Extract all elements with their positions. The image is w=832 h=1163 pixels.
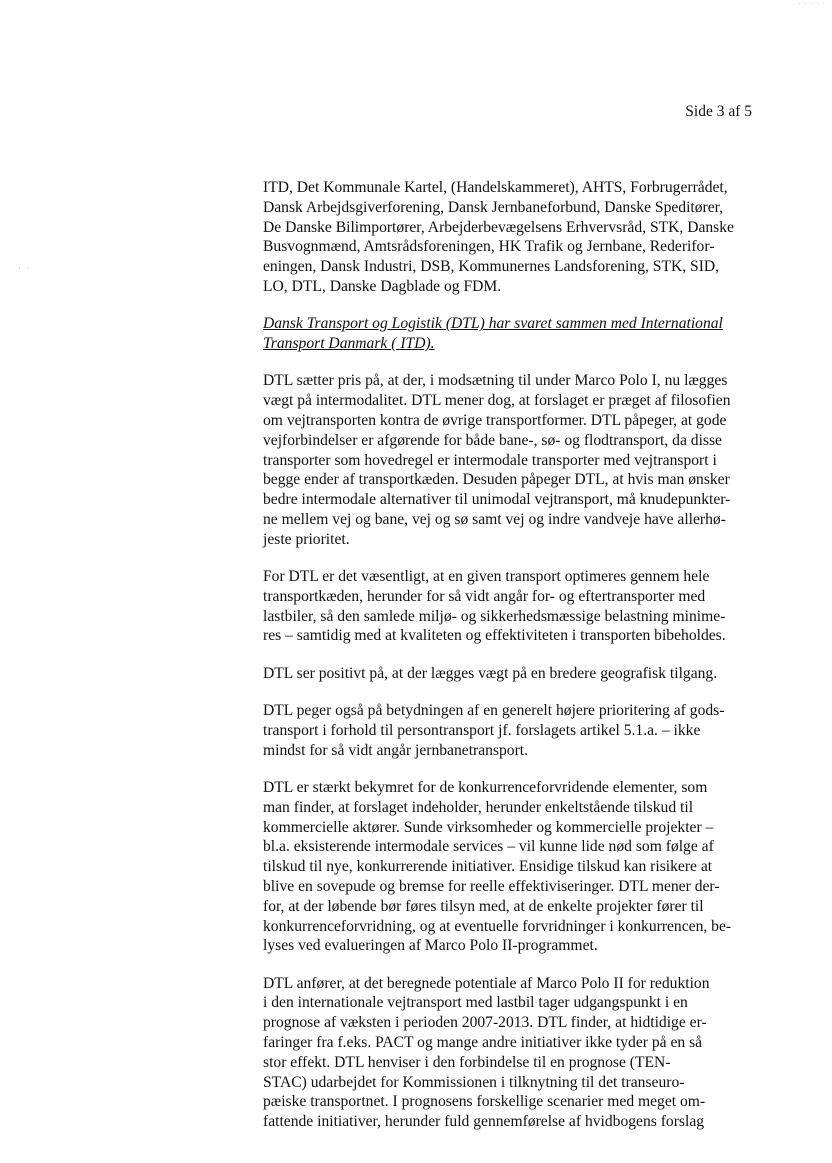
text-line: i den internationale vejtransport med lastbil tager udgangspunkt i en [263, 994, 688, 1012]
text-line: faringer fra f.eks. PACT og mange andre initiativer ikke tyder på en så [263, 1033, 703, 1051]
text-line: bl.a. eksisterende intermodale services – vil kunne lide nød som følge af [263, 838, 714, 856]
text-line: pæiske transportnet. I prognosens forskellige scenarier med meget om- [263, 1093, 706, 1111]
text-line: res – samtidig med at kvaliteten og effektiviteten i transporten bibeholdes. [263, 627, 726, 645]
text-line: man finder, at forslaget indeholder, herunder enkeltstående tilskud til [263, 798, 694, 816]
text-line: lyses ved evalueringen af Marco Polo II-programmet. [263, 937, 598, 955]
heading-line: Transport Danmark ( ITD). [263, 335, 435, 353]
text-line: tilskud til nye, konkurrerende initiativer. Ensidige tilskud kan risikere at [263, 858, 713, 876]
text-line: DTL ser positivt på, at der lægges vægt på en bredere geografisk tilgang. [263, 664, 718, 682]
text-line: Dansk Arbejdsgiverforening, Dansk Jernbaneforbund, Danske Speditører, [263, 198, 724, 216]
text-line: om vejtransporten kontra de øvrige transportformer. DTL påpeger, at gode [263, 411, 727, 429]
paragraph-intermodality [263, 371, 763, 549]
text-line: transportkæden, herunder for så vidt angår for- og eftertransporter med [263, 587, 706, 605]
text-line: DTL sætter pris på, at der, i modsætning til under Marco Polo I, nu lægges [263, 372, 728, 390]
section-heading [263, 314, 763, 354]
paragraph-geography [263, 664, 763, 684]
text-line: DTL anfører, at det beregnede potentiale af Marco Polo II for reduktion [263, 974, 710, 992]
text-line: kommercielle aktører. Sunde virksomheder og kommercielle projekter – [263, 818, 714, 836]
text-line: for, at der løbende bør føres tilsyn med, at de enkelte projekter fører til [263, 897, 704, 915]
text-line: lastbiler, så den samlede miljø- og sikkerhedsmæssige belastning minime- [263, 607, 726, 625]
text-line: eningen, Dansk Industri, DSB, Kommunernes Landsforening, STK, SID, [263, 258, 720, 276]
text-line: konkurrenceforvridning, og at eventuelle forvridninger i konkurrencen, be- [263, 917, 732, 935]
heading-line: Dansk Transport og Logistik (DTL) har svaret sammen med International [263, 315, 723, 333]
scan-artifact-margin: · · [18, 264, 32, 273]
text-line: DTL er stærkt bekymret for de konkurrenceforvridende elementer, som [263, 778, 708, 796]
text-line: ITD, Det Kommunale Kartel, (Handelskammeret), AHTS, Forbrugerrådet, [263, 179, 728, 196]
text-line: DTL peger også på betydningen af en generelt højere prioritering af gods- [263, 702, 725, 720]
text-line: begge ender af transportkæden. Desuden påpeger DTL, at hvis man ønsker [263, 471, 730, 489]
text-line: vægt på intermodalitet. DTL mener dog, at forslaget er præget af filosofien [263, 392, 731, 410]
text-line: mindst for så vidt angår jernbanetransport. [263, 741, 529, 759]
text-line: ne mellem vej og bane, vej og sø samt vej og indre vandveje have allerhø- [263, 510, 726, 528]
paragraph-competition [263, 778, 763, 956]
text-line: STAC) udarbejdet for Kommissionen i tilknytning til det transeuro- [263, 1073, 685, 1091]
text-line: De Danske Bilimportører, Arbejderbevægelsens Erhvervsråd, STK, Danske [263, 218, 734, 236]
text-line: Busvognmænd, Amtsrådsforeningen, HK Trafik og Jernbane, Rederifor- [263, 238, 715, 256]
paragraph-transport-chain [263, 567, 763, 646]
paragraph-goods-transport [263, 701, 763, 760]
paragraph-potential [263, 974, 763, 1132]
text-line: fattende initiativer, herunder fuld gennemførelse af hvidbogens forslag [263, 1113, 705, 1131]
text-line: stor effekt. DTL henviser i den forbindelse til en prognose (TEN- [263, 1053, 671, 1071]
scan-artifact-corner: · · · · · [798, 0, 826, 8]
body-text [263, 178, 763, 1149]
text-line: bedre intermodale alternativer til unimodal vejtransport, må knudepunkter- [263, 491, 731, 509]
text-line: LO, DTL, Danske Dagblade og FDM. [263, 277, 502, 295]
text-line: transporter som hovedregel er intermodale transporter med vejtransport i [263, 451, 717, 469]
text-line: For DTL er det væsentligt, at en given transport optimeres gennem hele [263, 568, 710, 586]
paragraph-organisations [263, 178, 763, 297]
text-line: transport i forhold til persontransport jf. forslagets artikel 5.1.a. – ikke [263, 721, 701, 739]
text-line: prognose af væksten i perioden 2007-2013. DTL finder, at hidtidige er- [263, 1014, 707, 1032]
page-number: Side 3 af 5 [685, 103, 752, 120]
text-line: vejforbindelser er afgørende for både bane-, sø- og flodtransport, da disse [263, 431, 722, 449]
text-line: blive en sovepude og bremse for reelle effektiviseringer. DTL mener der- [263, 877, 720, 895]
text-line: jeste prioritet. [263, 530, 350, 548]
